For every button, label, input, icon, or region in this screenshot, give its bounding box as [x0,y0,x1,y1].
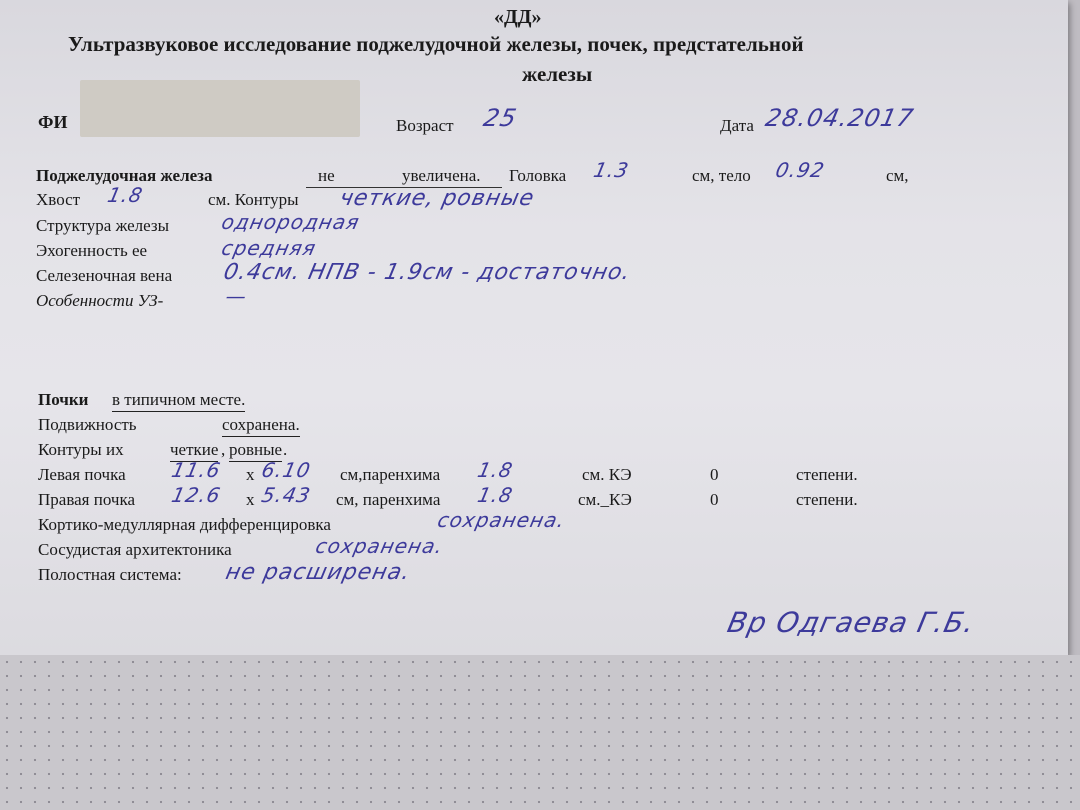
pancreas-not: не [318,166,335,185]
left-kidney-length: 11.6 [169,458,224,482]
kidney-contours-value1: четкие [170,440,218,462]
features-value: — [223,284,250,308]
structure-label: Структура железы [36,216,170,235]
left-degree-label: степени. [796,465,858,484]
mobility-label: Подвижность [38,415,137,434]
vascular-value: сохранена. [313,534,446,558]
left-ke-degree: 0 [710,465,719,484]
right-degree-label: степени. [796,490,858,509]
contours-label: см. Контуры [208,190,299,209]
cavity-value: не расширена. [223,560,413,585]
right-kidney-label: Правая почка [38,490,135,509]
vein-label: Селезеночная вена [36,266,173,285]
document-title-line2: железы [522,62,593,86]
age-value: 25 [481,104,520,132]
right-kidney-width: 5.43 [259,483,314,507]
kidney-contours-comma: , [221,440,226,459]
structure-value: однородная [219,210,363,234]
left-parenchyma-value: 1.8 [475,458,516,482]
left-kidney-x: х [246,465,255,484]
dotted-paper-background [0,655,1080,810]
kidney-contours-label: Контуры их [38,440,124,459]
left-kidney-label: Левая почка [38,465,126,484]
tail-label: Хвост [36,190,81,209]
fi-label: ФИ [38,112,68,132]
body-label: см, тело [692,166,751,185]
cmd-value: сохранена. [435,508,568,532]
redacted-name [80,80,360,137]
contours-value: четкие, ровные [337,186,537,211]
cavity-label: Полостная система: [38,565,182,584]
date-value: 28.04.2017 [763,104,917,132]
tail-value: 1.8 [105,183,146,207]
right-ke-degree: 0 [710,490,719,509]
pancreas-enlarged: увеличена. [402,166,481,185]
left-parenchyma-label: см,паренхима [340,465,441,484]
kidneys-heading: Почки [38,390,89,409]
date-label: Дата [720,116,754,135]
cmd-label: Кортико-медуллярная дифференцировка [38,515,331,534]
head-label: Головка [509,166,567,185]
left-ke-label: см. КЭ [582,465,632,484]
right-kidney-length: 12.6 [169,483,224,507]
document-title: Ультразвуковое исследование поджелудочной железы, почек, предстательной [68,32,804,56]
pancreas-heading: Поджелудочная железа [36,166,213,185]
kidney-contours-dot: . [283,440,288,459]
form-code: «ДД» [494,6,542,28]
body-value: 0.92 [773,158,828,182]
cm-end: см, [886,166,909,185]
head-value: 1.3 [591,158,632,182]
vascular-label: Сосудистая архитектоника [38,540,232,559]
right-ke-label: см._КЭ [578,490,632,509]
echo-value: средняя [219,236,319,260]
right-parenchyma-value: 1.8 [475,483,516,507]
doctor-signature: Вр Одгаева Г.Б. [724,606,979,639]
right-kidney-x: х [246,490,255,509]
kidneys-place: в типичном месте. [112,390,245,412]
mobility-value: сохранена. [222,415,300,437]
echo-label: Эхогенность ее [36,241,148,260]
right-parenchyma-label: см, паренхима [336,490,441,509]
left-kidney-width: 6.10 [259,458,314,482]
age-label: Возраст [396,116,454,135]
features-label: Особенности УЗ- [36,291,164,310]
kidney-contours-value2: ровные [229,440,282,462]
vein-value: 0.4см. НПВ - 1.9см - достаточно. [221,260,634,285]
